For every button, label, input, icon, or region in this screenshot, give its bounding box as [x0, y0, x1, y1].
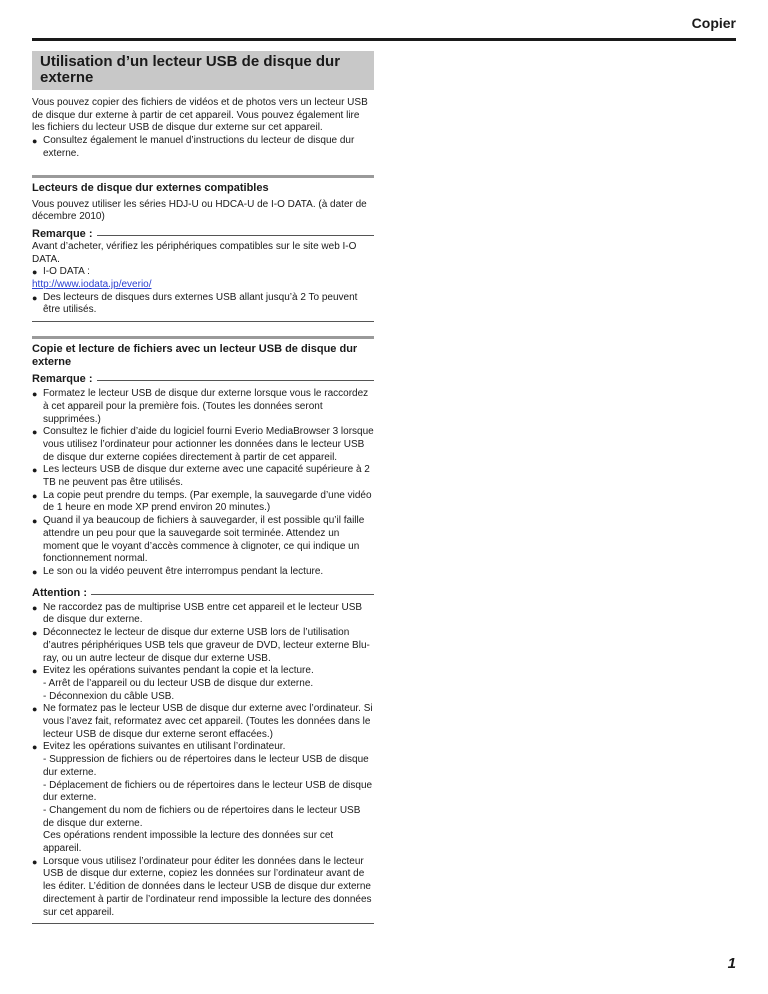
- list-item: ● Ne raccordez pas de multiprise USB entre cet appareil et le lecteur USB de disque dur externe.: [32, 601, 363, 626]
- attention-item-text: Evitez les opérations suivantes en utilisant l’ordinateur.: [43, 741, 286, 753]
- bullet-icon: ●: [32, 136, 38, 147]
- sub-line: - Déconnexion du câble USB.: [43, 690, 175, 702]
- list-item: [32, 665, 374, 703]
- list-item: ● Lorsque vous utilisez l’ordinateur pour éditer les données dans le lecteur USB de disque dur externe, copiez les données sur l’ordinateur avant de les éditer. L’édition de données dans le lecteur USB de disque dur externe directement à partir de l’ordinateur rend impossible la lecture des données sur cet appareil.: [32, 855, 372, 918]
- main-column: [32, 51, 374, 924]
- remark-label: Remarque :: [32, 227, 93, 240]
- bullet-icon: ●: [32, 566, 38, 577]
- header-rule: [32, 38, 736, 41]
- sub-line: - Arrêt de l’appareil ou du lecteur USB de disque dur externe.: [43, 677, 314, 689]
- section-divider: [32, 175, 374, 178]
- section-heading-copy: Copie et lecture de fichiers avec un lecteur USB de disque dur externe: [32, 343, 358, 369]
- list-item: ● La copie peut prendre du temps. (Par exemple, la sauvegarde d’une vidéo de 1 heure en mode XP prend environ 20 minutes.): [32, 489, 372, 514]
- bullet-icon: ●: [32, 856, 38, 867]
- section-heading-compatible: Lecteurs de disque dur externes compatibles: [32, 181, 269, 194]
- list-item: ● Formatez le lecteur USB de disque dur externe lorsque vous le raccordez à cet appareil pour la première fois. (Toutes les données seront supprimées.): [32, 388, 369, 425]
- list-item: ● Les lecteurs USB de disque dur externe avec une capacité supérieure à 2 TB ne peuvent pas être utilisés.: [32, 464, 370, 489]
- remark-rule: [97, 235, 374, 236]
- attention-list: [32, 602, 374, 920]
- iodata-link[interactable]: http://www.iodata.jp/everio/: [32, 279, 152, 291]
- page-title: Utilisation d’un lecteur USB de disque dur externe: [32, 51, 374, 90]
- bullet-icon: ●: [32, 490, 38, 501]
- bullet-icon: ●: [32, 389, 38, 400]
- list-item: [32, 741, 374, 855]
- sub-line: - Déplacement de fichiers ou de répertoires dans le lecteur USB de disque dur externe.: [43, 779, 373, 804]
- list-item: ● Le son ou la vidéo peuvent être interrompus pendant la lecture.: [32, 565, 324, 577]
- list-item: ● I-O DATA :: [32, 266, 90, 278]
- intro-paragraph: Vous pouvez copier des fichiers de vidéos et de photos vers un lecteur USB de disque dur externe à partir de cet appareil. Vous pouvez également lire les fichiers du lecteur USB de disque dur externe sur cet appareil.: [32, 97, 368, 134]
- bullet-icon: ●: [32, 602, 38, 613]
- list-item: ● Quand il ya beaucoup de fichiers à sauvegarder, il est possible qu’il faille attendre un peu pour que la sauvegarde soit terminée. Attendez un moment que le voyant d’accès commence à clignoter, ce qui indique un fonctionnement normal.: [32, 515, 365, 565]
- bullet-icon: ●: [32, 704, 38, 715]
- bullet-icon: ●: [32, 465, 38, 476]
- list-item: ● Des lecteurs de disques durs externes USB allant jusqu’à 2 To peuvent être utilisés.: [32, 291, 358, 316]
- section-paragraph: Vous pouvez utiliser les séries HDJ-U ou HDCA-U de I-O DATA. (à dater de décembre 2010): [32, 198, 367, 223]
- list-item: ● Ne formatez pas le lecteur USB de disque dur externe avec l’ordinateur. Si vous l’avez fait, reformatez avec cet appareil. (Toutes les données dans le lecteur USB de disque dur externe seront effacées.): [32, 703, 373, 740]
- list-item: ● Consultez le fichier d’aide du logiciel fourni Everio MediaBrowser 3 lorsque vous utilisez l’ordinateur pour actionner les données dans le lecteur USB de disque dur externe copiées directement à partir de cet appareil.: [32, 426, 374, 463]
- bullet-icon: ●: [32, 628, 38, 639]
- remark-end-rule: [32, 321, 374, 322]
- sub-line: - Suppression de fichiers ou de répertoires dans le lecteur USB de disque dur externe.: [43, 754, 369, 778]
- remark-header: [32, 373, 374, 386]
- section-divider: [32, 336, 374, 339]
- attention-end-rule: [32, 923, 374, 924]
- remark-label: Remarque :: [32, 373, 93, 386]
- attention-label: Attention :: [32, 586, 87, 599]
- bullet-icon: ●: [32, 666, 38, 677]
- remark-text: Avant d’acheter, vérifiez les périphériques compatibles sur le site web I-O DATA.: [32, 240, 357, 265]
- sub-line: Ces opérations rendent impossible la lecture des données sur cet appareil.: [43, 830, 334, 855]
- header-section-label: Copier: [691, 15, 736, 31]
- remark-rule: [97, 380, 374, 381]
- remark-header: [32, 228, 374, 241]
- page-number: 1: [727, 955, 736, 972]
- bullet-icon: ●: [32, 742, 38, 753]
- bullet-icon: ●: [32, 267, 38, 278]
- bullet-icon: ●: [32, 292, 38, 303]
- attention-rule: [91, 594, 374, 595]
- remark-list: [32, 388, 374, 579]
- bullet-icon: ●: [32, 516, 38, 527]
- attention-header: [32, 587, 374, 600]
- list-item: ● Consultez également le manuel d’instructions du lecteur de disque dur externe.: [32, 135, 355, 159]
- attention-item-text: Evitez les opérations suivantes pendant la copie et la lecture.: [43, 665, 314, 677]
- list-item: ● Déconnectez le lecteur de disque dur externe USB lors de l’utilisation d’autres périphériques USB tels que graveur de DVD, lecteur externe Blu-ray, ou un autre lecteur de disque dur externe USB.: [32, 627, 370, 664]
- sub-line: - Changement du nom de fichiers ou de répertoires dans le lecteur USB de disque dur externe.: [43, 804, 361, 829]
- bullet-icon: ●: [32, 427, 38, 438]
